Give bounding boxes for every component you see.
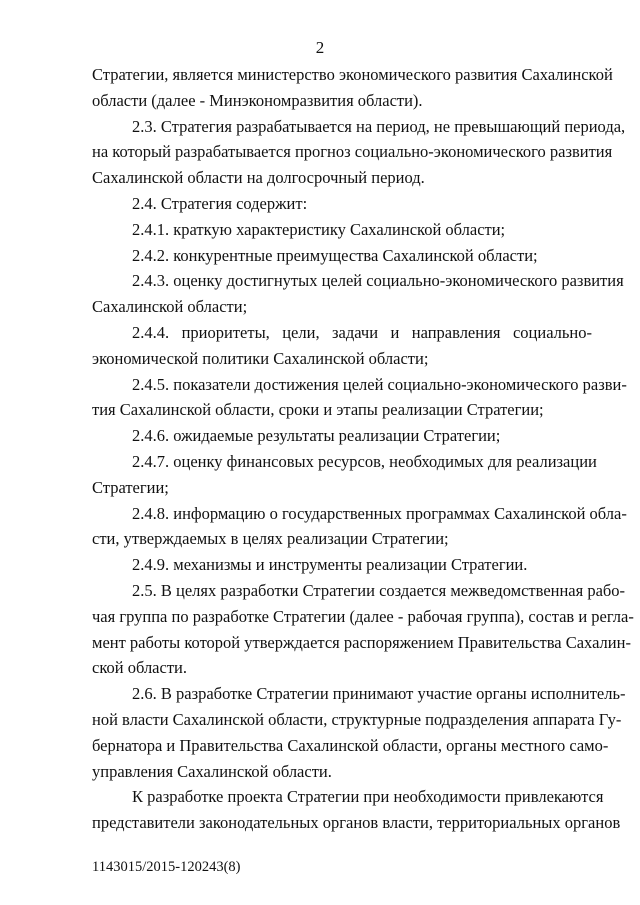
text-line: 2.4.3. оценку достигнутых целей социально-экономического развития [132, 271, 624, 291]
text-line: экономической политики Сахалинской области; [92, 348, 429, 368]
text-line: чая группа по разработке Стратегии (далее - рабочая группа), состав и регла- [92, 606, 634, 626]
text-line: 2.4.5. показатели достижения целей социально-экономического разви- [132, 374, 627, 394]
text-line: представители законодательных органов власти, территориальных органов [92, 813, 621, 833]
text-line: ной власти Сахалинской области, структурные подразделения аппарата Гу- [92, 709, 622, 729]
text-line: К разработке проекта Стратегии при необходимости привлекаются [132, 787, 604, 807]
text-line: 2.5. В целях разработки Стратегии создается межведомственная рабо- [132, 580, 626, 600]
text-line: области (далее - Минэкономразвития области). [92, 90, 423, 110]
text-line: Стратегии; [92, 477, 169, 497]
text-line: 2.4. Стратегия содержит: [132, 193, 308, 213]
text-line: 2.4.4. приоритеты, цели, задачи и направления социально- [132, 322, 592, 342]
text-line: Сахалинской области на долгосрочный период. [92, 168, 425, 188]
text-line: 2.4.2. конкурентные преимущества Сахалинской области; [132, 245, 538, 265]
text-line: 2.4.8. информацию о государственных программах Сахалинской обла- [132, 503, 627, 523]
text-line: 2.6. В разработке Стратегии принимают участие органы исполнитель- [132, 684, 626, 704]
text-line: управления Сахалинской области. [92, 761, 332, 781]
text-line: 2.3. Стратегия разрабатывается на период, не превышающий периода, [132, 116, 626, 136]
text-line: 2.4.6. ожидаемые результаты реализации Стратегии; [132, 426, 501, 446]
document-body [92, 62, 634, 836]
text-line: бернатора и Правительства Сахалинской области, органы местного само- [92, 735, 609, 755]
text-line: тия Сахалинской области, сроки и этапы реализации Стратегии; [92, 400, 544, 420]
text-line: сти, утверждаемых в целях реализации Стратегии; [92, 529, 449, 549]
text-line: ской области. [92, 658, 187, 678]
text-line: мент работы которой утверждается распоряжением Правительства Сахалин- [92, 632, 631, 652]
text-line: 2.4.7. оценку финансовых ресурсов, необходимых для реализации [132, 451, 597, 471]
text-line: на который разрабатывается прогноз социально-экономического развития [92, 142, 613, 162]
document-code: 1143015/2015-120243(8) [92, 859, 241, 875]
text-line: Сахалинской области; [92, 297, 248, 317]
page-number: 2 [315, 38, 325, 57]
text-line: Стратегии, является министерство экономического развития Сахалинской [92, 65, 613, 84]
text-line: 2.4.1. краткую характеристику Сахалинской области; [132, 219, 506, 239]
text-line: 2.4.9. механизмы и инструменты реализации Стратегии. [132, 555, 528, 575]
